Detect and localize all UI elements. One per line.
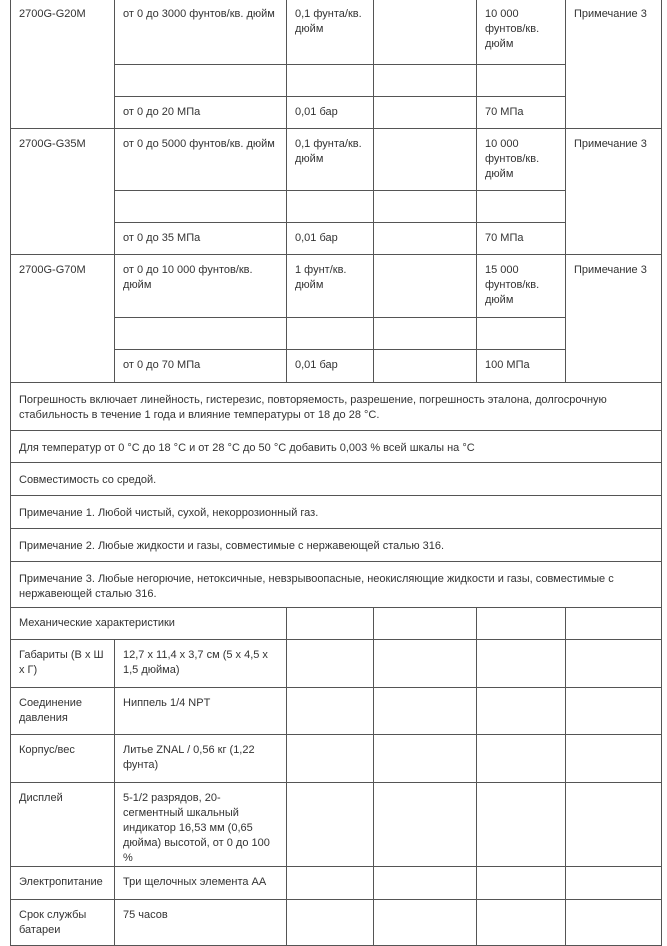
mechanical-label: Электропитание [11,867,115,900]
empty-cell [374,350,477,383]
mechanical-value: Литье ZNAL / 0,56 кг (1,22 фунта) [115,735,287,783]
empty-cell [287,318,374,350]
range-psi: от 0 до 10 000 фунтов/кв. дюйм [115,255,287,318]
note-row [11,463,662,496]
empty-cell [374,783,477,867]
accuracy-note: Погрешность включает линейность, гистерезис, повторяемость, разрешение, погрешность эталона, долгосрочную стабильность в течение 1 года и влияние температуры от 18 до 28 °C. [11,383,662,431]
empty-cell [477,191,566,223]
empty-cell [566,640,662,688]
mechanical-header: Механические характеристики [11,608,287,640]
resolution-bar: 0,01 бар [287,350,374,383]
empty-cell [115,65,287,97]
empty-cell [374,0,477,65]
empty-cell [566,867,662,900]
empty-cell [374,640,477,688]
range-mpa: от 0 до 20 МПа [115,97,287,129]
model-row [11,255,662,318]
burst-psi: 15 000 фунтов/кв. дюйм [477,255,566,318]
mechanical-row [11,867,662,900]
empty-cell [287,191,374,223]
temperature-note: Для температур от 0 °C до 18 °C и от 28 °C до 50 °C добавить 0,003 % всей шкалы на °C [11,431,662,463]
mechanical-row [11,688,662,735]
mechanical-row [11,783,662,867]
model-note: Примечание 3 [566,255,662,383]
empty-cell [374,223,477,255]
model-note: Примечание 3 [566,129,662,255]
mechanical-label: Соединение давления [11,688,115,735]
empty-cell [287,783,374,867]
burst-mpa: 100 МПа [477,350,566,383]
empty-cell [374,65,477,97]
empty-cell [477,640,566,688]
range-mpa: от 0 до 35 МПа [115,223,287,255]
mechanical-label: Габариты (В x Ш x Г) [11,640,115,688]
model-name: 2700G-G20M [11,0,115,129]
burst-psi: 10 000 фунтов/кв. дюйм [477,0,566,65]
empty-cell [374,255,477,318]
note-1: Примечание 1. Любой чистый, сухой, некоррозионный газ. [11,496,662,529]
resolution-psi: 0,1 фунта/кв. дюйм [287,129,374,191]
empty-cell [287,640,374,688]
empty-cell [566,900,662,946]
empty-cell [477,783,566,867]
mechanical-value: Три щелочных элемента AA [115,867,287,900]
mechanical-value: 75 часов [115,900,287,946]
empty-cell [477,867,566,900]
empty-cell [477,608,566,640]
empty-cell [566,608,662,640]
empty-cell [374,318,477,350]
mechanical-label: Срок службы батареи [11,900,115,946]
burst-mpa: 70 МПа [477,223,566,255]
empty-cell [287,735,374,783]
resolution-bar: 0,01 бар [287,223,374,255]
model-row [11,0,662,65]
empty-cell [566,783,662,867]
resolution-psi: 0,1 фунта/кв. дюйм [287,0,374,65]
note-row [11,383,662,431]
range-mpa: от 0 до 70 МПа [115,350,287,383]
empty-cell [477,735,566,783]
model-row [11,129,662,191]
empty-cell [374,97,477,129]
empty-cell [374,608,477,640]
empty-cell [287,688,374,735]
note-row [11,529,662,562]
mechanical-value: 12,7 x 11,4 x 3,7 см (5 x 4,5 x 1,5 дюйма) [115,640,287,688]
empty-cell [287,65,374,97]
empty-cell [477,65,566,97]
note-row [11,562,662,608]
mechanical-value: Ниппель 1/4 NPT [115,688,287,735]
resolution-psi: 1 фунт/кв. дюйм [287,255,374,318]
empty-cell [287,900,374,946]
empty-cell [115,191,287,223]
empty-cell [374,900,477,946]
empty-cell [477,688,566,735]
resolution-bar: 0,01 бар [287,97,374,129]
empty-cell [374,867,477,900]
mechanical-row [11,640,662,688]
burst-psi: 10 000 фунтов/кв. дюйм [477,129,566,191]
note-3: Примечание 3. Любые негорючие, нетоксичные, невзрывоопасные, неокисляющие жидкости и газы, совместимые с нержавеющей сталью 316. [11,562,662,608]
mechanical-label: Корпус/вес [11,735,115,783]
range-psi: от 0 до 3000 фунтов/кв. дюйм [115,0,287,65]
note-row [11,496,662,529]
empty-cell [374,191,477,223]
empty-cell [287,608,374,640]
empty-cell [566,688,662,735]
model-name: 2700G-G35M [11,129,115,255]
empty-cell [115,318,287,350]
mechanical-label: Дисплей [11,783,115,867]
model-name: 2700G-G70M [11,255,115,383]
empty-cell [374,735,477,783]
empty-cell [477,900,566,946]
mechanical-row [11,900,662,946]
note-row [11,431,662,463]
specifications-table [10,0,662,946]
burst-mpa: 70 МПа [477,97,566,129]
mechanical-header-row [11,608,662,640]
model-note: Примечание 3 [566,0,662,129]
note-2: Примечание 2. Любые жидкости и газы, совместимые с нержавеющей сталью 316. [11,529,662,562]
empty-cell [287,867,374,900]
mechanical-value: 5-1/2 разрядов, 20-сегментный шкальный индикатор 16,53 мм (0,65 дюйма) высотой, от 0 до 100 % [115,783,287,867]
empty-cell [477,318,566,350]
media-note: Совместимость со средой. [11,463,662,496]
mechanical-row [11,735,662,783]
empty-cell [374,688,477,735]
empty-cell [374,129,477,191]
empty-cell [566,735,662,783]
range-psi: от 0 до 5000 фунтов/кв. дюйм [115,129,287,191]
